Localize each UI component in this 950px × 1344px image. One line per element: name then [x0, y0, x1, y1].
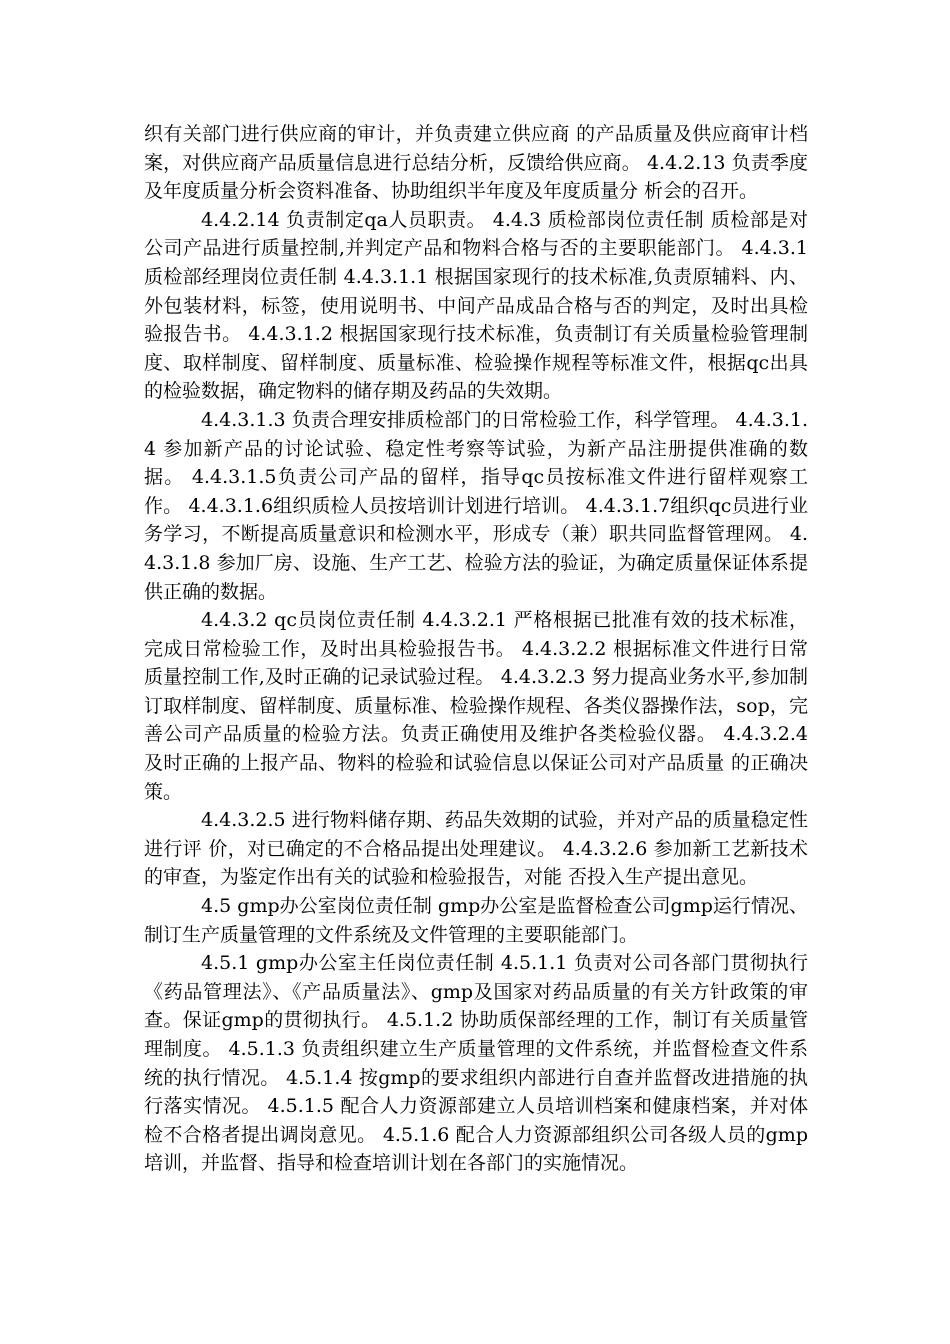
paragraph-qc-manager-duties: 4.4.3.1.3 负责合理安排质检部门的日常检验工作，科学管理。 4.4.3.1.4 参加新产品的讨论试验、稳定性考察等试验，为新产品注册提供准确的数据。 4.4.3.1.5负责公司产品的留样，指导qc员按标准文件进行留样观察工作。 4.4.3.1.6组织质检人员按培训计划进行培训。 4.4.3.1.7组织qc员进行业务学习，不断提高质量意识和检测水平，形成专（兼）职共同监督管理网。 4.4.3.1.8 参加厂房、设施、生产工艺、检验方法的验证，为确定质量保证体系提供正确的数据。 [144, 408, 808, 603]
paragraph-gmp-director-duties: 4.5.1 gmp办公室主任岗位责任制 4.5.1.1 负责对公司各部门贯彻执行《药品管理法》、《产品质量法》、gmp及国家对药品质量的有关方针政策的审查。保证gmp的贯彻执行。 4.5.1.2 协助质保部经理的工作，制订有关质量管理制度。 4.5.1.3 负责组织建立生产质量管理的文件系统，并监督检查文件系统的执行情况。 4.5.1.4 按gmp的要求组织内部进行自查并监督改进措施的执行落实情况。 4.5.1.5 配合人力资源部建立人员培训档案和健康档案，并对体检不合格者提出调岗意见。 4.5.1.6 配合人力资源部组织公司各级人员的gmp培训，并监督、指导和检查培训计划在各部门的实施情况。 [144, 952, 808, 1175]
paragraph-qc-department: 4.4.2.14 负责制定qa人员职责。 4.4.3 质检部岗位责任制 质检部是对公司产品进行质量控制,并判定产品和物料合格与否的主要职能部门。 4.4.3.1 质检部经理岗位责任制 4.4.3.1.1 根据国家现行的技术标准,负责原辅料、内、外包装材料，标签，使用说明书、中间产品成品合格与否的判定，及时出具检验报告书。 4.4.3.1.2 根据国家现行技术标准，负责制订有关质量检验管理制度、取样制度、留样制度、质量标准、检验操作规程等标准文件，根据qc出具的检验数据，确定物料的储存期及药品的失效期。 [144, 208, 808, 403]
paragraph-gmp-office: 4.5 gmp办公室岗位责任制 gmp办公室是监督检查公司gmp运行情况、制订生产质量管理的文件系统及文件管理的主要职能部门。 [144, 895, 808, 946]
paragraph-stability-testing: 4.4.3.2.5 进行物料储存期、药品失效期的试验，并对产品的质量稳定性进行评 价，对已确定的不合格品提出处理建议。 4.4.3.2.6 参加新工艺新技术的审查，为鉴定作出有关的试验和检验报告，对能 否投入生产提出意见。 [144, 809, 808, 889]
document-body [144, 120, 808, 1178]
paragraph-qc-staff-duties: 4.4.3.2 qc员岗位责任制 4.4.3.2.1 严格根据已批准有效的技术标准，完成日常检验工作，及时出具检验报告书。 4.4.3.2.2 根据标准文件进行日常质量控制工作,及时正确的记录试验过程。 4.4.3.2.3 努力提高业务水平,参加制订取样制度、留样制度、质量标准、检验操作规程、各类仪器操作法，sop，完善公司产品质量的检验方法。负责正确使用及维护各类检验仪器。 4.4.3.2.4 及时正确的上报产品、物料的检验和试验信息以保证公司对产品质量 的正确决策。 [144, 609, 808, 803]
paragraph-supplier-audit: 织有关部门进行供应商的审计，并负责建立供应商 的产品质量及供应商审计档案，对供应商产品质量信息进行总结分析，反馈给供应商。 4.4.2.13 负责季度及年度质量分析会资料准备、协助组织半年度及年度质量分 析会的召开。 [144, 123, 808, 203]
